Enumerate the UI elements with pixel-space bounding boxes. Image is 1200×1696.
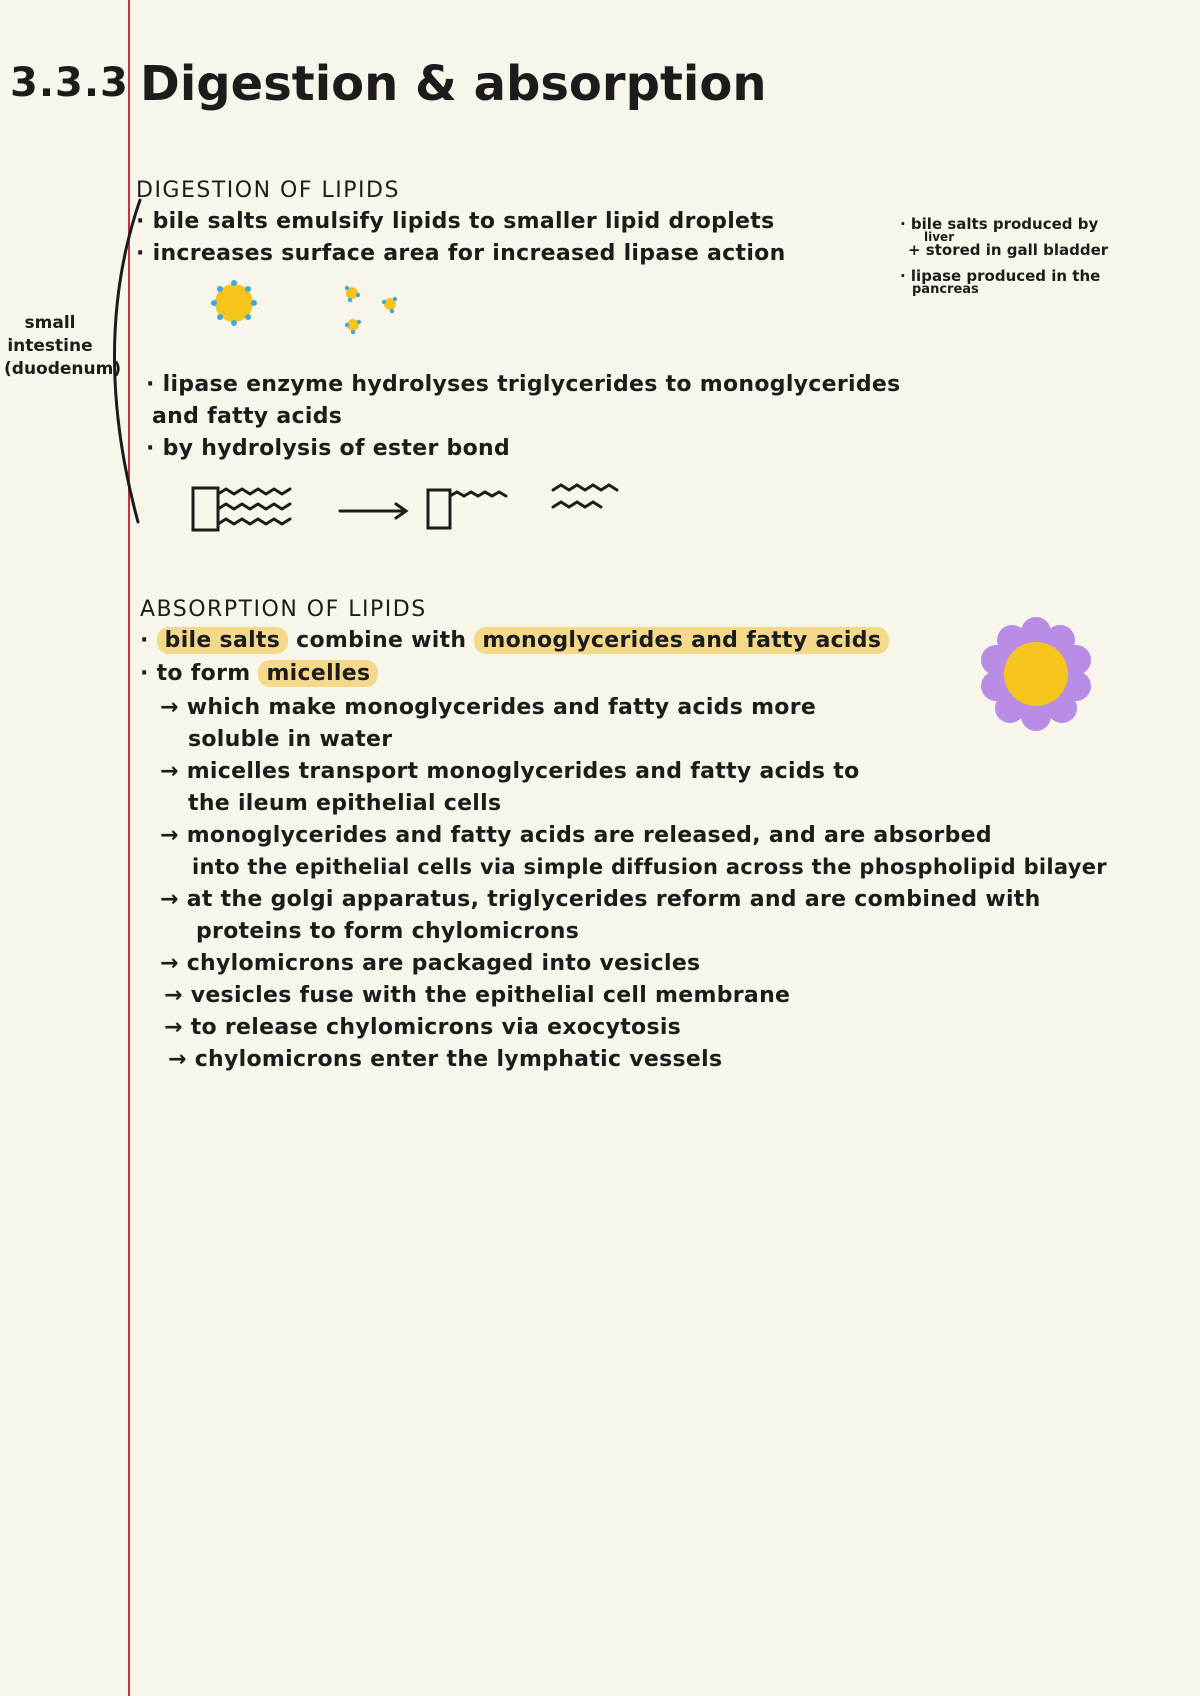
side-note-line: pancreas bbox=[912, 282, 979, 297]
monoglyceride-diagram bbox=[428, 490, 506, 528]
absorption-step: → micelles transport monoglycerides and fatty acids to bbox=[160, 759, 860, 784]
absorption-step: → which make monoglycerides and fatty acids more bbox=[160, 695, 817, 720]
text: combine with bbox=[296, 628, 467, 653]
highlight-monoglycerides: monoglycerides and fatty acids bbox=[474, 627, 889, 654]
lipid-droplet-small bbox=[345, 319, 361, 334]
highlight-bile-salts: bile salts bbox=[157, 627, 289, 654]
margin-note-line: (duodenum) bbox=[4, 359, 122, 379]
side-note-line: + stored in gall bladder bbox=[908, 241, 1109, 259]
absorption-step: → monoglycerides and fatty acids are released, and are absorbed bbox=[160, 823, 992, 848]
digestion-bullet: · lipase enzyme hydrolyses triglycerides to monoglycerides bbox=[146, 372, 901, 397]
absorption-step: into the epithelial cells via simple diffusion across the phospholipid bilayer bbox=[192, 855, 1107, 879]
text: · to form bbox=[140, 661, 251, 686]
bullet: · bbox=[140, 628, 149, 653]
absorption-step: the ileum epithelial cells bbox=[188, 791, 502, 816]
digestion-bullet: · by hydrolysis of ester bond bbox=[146, 436, 511, 461]
reaction-arrow bbox=[340, 504, 406, 518]
margin-note-line: small bbox=[24, 313, 76, 333]
absorption-heading: ABSORPTION OF LIPIDS bbox=[140, 597, 427, 622]
absorption-step: → chylomicrons enter the lymphatic vessels bbox=[168, 1047, 723, 1072]
side-note-line: · lipase produced in the bbox=[900, 267, 1101, 285]
triglyceride-diagram bbox=[193, 488, 290, 530]
margin-note-line: intestine bbox=[7, 336, 93, 356]
lipid-droplet-small bbox=[345, 286, 360, 302]
bracket-curve bbox=[114, 200, 140, 522]
highlight-micelles: micelles bbox=[258, 660, 378, 687]
digestion-bullet: · increases surface area for increased lipase action bbox=[136, 241, 786, 266]
digestion-bullet: and fatty acids bbox=[152, 404, 343, 429]
absorption-step: → chylomicrons are packaged into vesicles bbox=[160, 951, 701, 976]
lipid-droplet-small bbox=[382, 297, 397, 313]
micelle-diagram bbox=[981, 617, 1091, 731]
page-title: Digestion & absorption bbox=[140, 56, 767, 112]
absorption-step: proteins to form chylomicrons bbox=[196, 919, 580, 944]
absorption-step: → to release chylomicrons via exocytosis bbox=[164, 1015, 682, 1040]
absorption-step: → vesicles fuse with the epithelial cell membrane bbox=[164, 983, 791, 1008]
side-note-line: · bile salts produced by bbox=[900, 215, 1099, 233]
digestion-heading: DIGESTION OF LIPIDS bbox=[136, 178, 400, 203]
side-note-line: liver bbox=[924, 230, 955, 244]
section-number: 3.3.3 bbox=[10, 60, 129, 106]
absorption-step: soluble in water bbox=[188, 727, 393, 752]
absorption-step: → at the golgi apparatus, triglycerides reform and are combined with bbox=[160, 887, 1041, 912]
fatty-acids-diagram bbox=[553, 485, 617, 507]
lipid-droplet-large bbox=[211, 280, 257, 326]
digestion-bullet: · bile salts emulsify lipids to smaller lipid droplets bbox=[136, 209, 775, 234]
